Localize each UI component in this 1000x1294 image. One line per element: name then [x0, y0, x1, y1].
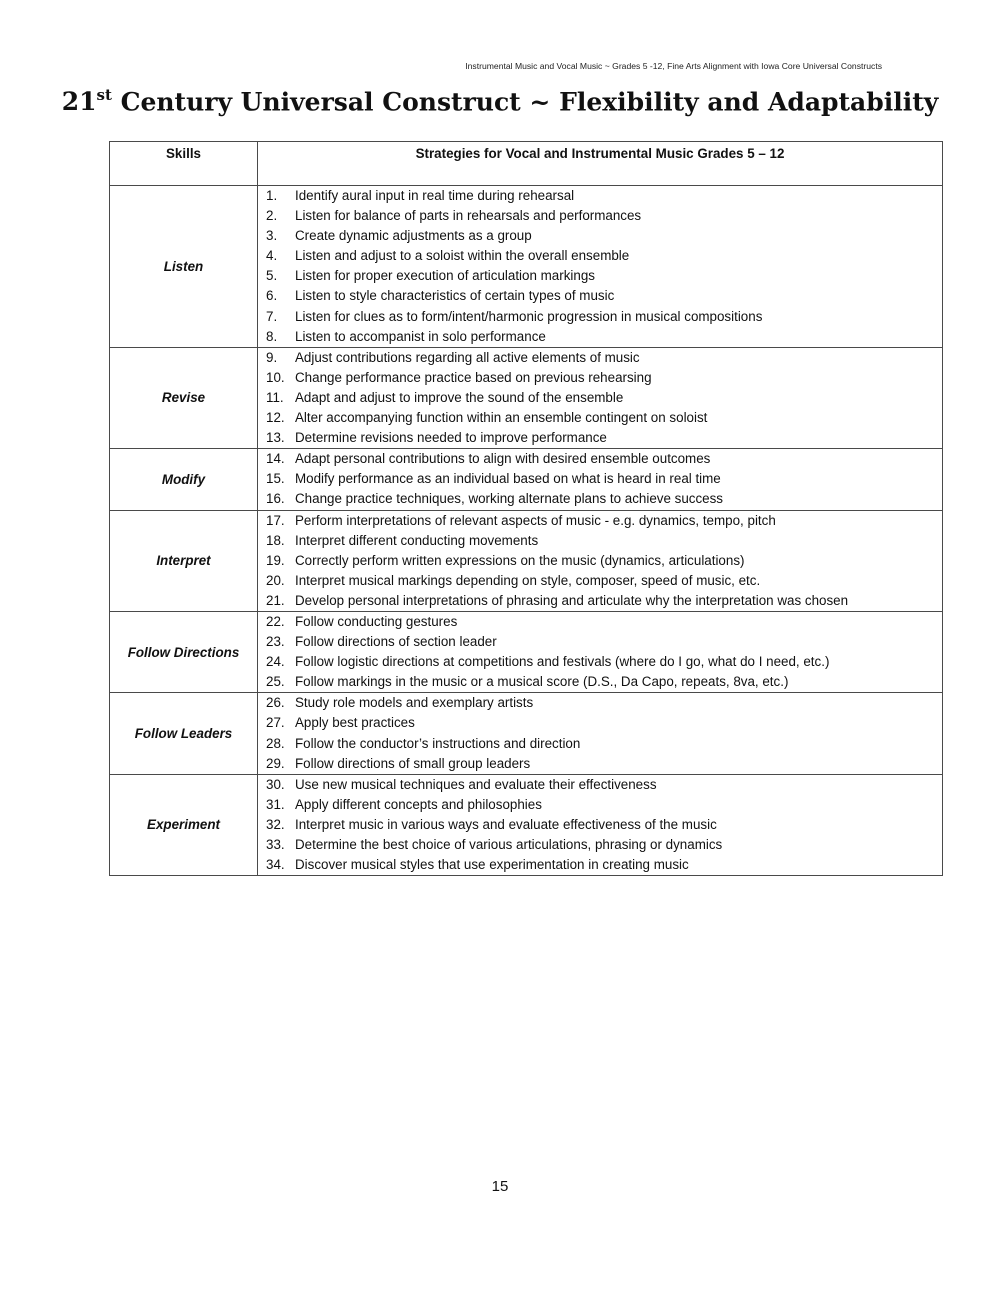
strategy-number: 23.	[266, 634, 285, 650]
list-item	[266, 266, 942, 286]
strategy-text: Change performance practice based on previous rehearsing	[295, 369, 652, 385]
strategy-text: Follow directions of small group leaders	[295, 755, 531, 771]
list-item	[266, 348, 942, 368]
strategy-list	[258, 612, 942, 692]
page-title	[0, 87, 1000, 116]
strategy-text: Alter accompanying function within an ensemble contingent on soloist	[295, 410, 708, 426]
list-item	[266, 795, 942, 815]
strategy-text: Discover musical styles that use experimentation in creating music	[295, 857, 689, 873]
strategy-cell	[258, 510, 943, 611]
list-item	[266, 551, 942, 571]
skill-cell: Experiment	[110, 774, 258, 875]
strategy-cell	[258, 449, 943, 510]
strategy-list	[258, 511, 942, 611]
strategy-number: 25.	[266, 674, 285, 690]
list-item	[266, 652, 942, 672]
list-item	[266, 612, 942, 632]
strategy-text: Correctly perform written expressions on the music (dynamics, articulations)	[295, 552, 745, 568]
list-item	[266, 368, 942, 388]
strategy-number: 10.	[266, 369, 285, 385]
list-item	[266, 449, 942, 469]
list-item	[266, 835, 942, 855]
strategy-number: 2.	[266, 208, 278, 224]
title-text: Century Universal Construct ~ Flexibility and Adaptability	[111, 87, 939, 117]
strategy-text: Listen and adjust to a soloist within the overall ensemble	[295, 248, 630, 264]
strategy-text: Create dynamic adjustments as a group	[295, 228, 532, 244]
strategy-number: 28.	[266, 735, 285, 751]
list-item	[266, 693, 942, 713]
strategy-text: Follow conducting gestures	[295, 613, 458, 629]
list-item	[266, 388, 942, 408]
page-number: 15	[491, 1178, 509, 1195]
strategy-text: Follow markings in the music or a musical score (D.S., Da Capo, repeats, 8va, etc.)	[295, 674, 789, 690]
table-row	[110, 774, 943, 875]
title-number: 21	[61, 87, 97, 117]
list-item	[266, 591, 942, 611]
strategy-list	[258, 449, 942, 509]
strategy-number: 22.	[266, 613, 285, 629]
strategy-number: 9.	[266, 349, 278, 365]
table-row	[110, 510, 943, 611]
table-row	[110, 186, 943, 348]
strategy-text: Determine the best choice of various articulations, phrasing or dynamics	[295, 837, 723, 852]
skill-cell: Follow Directions	[110, 611, 258, 692]
strategy-cell	[258, 347, 943, 448]
skills-column-header: Skills	[110, 142, 258, 186]
strategy-text: Adapt and adjust to improve the sound of the ensemble	[295, 389, 624, 405]
strategy-number: 18.	[266, 532, 285, 548]
list-item	[266, 754, 942, 774]
strategy-list	[258, 775, 942, 875]
strategy-list	[258, 186, 942, 347]
strategy-number: 16.	[266, 491, 285, 507]
strategy-number: 7.	[266, 308, 278, 324]
strategy-cell	[258, 186, 943, 348]
list-item	[266, 428, 942, 448]
strategy-number: 11.	[266, 389, 284, 405]
strategy-text: Interpret music in various ways and evaluate effectiveness of the music	[295, 816, 717, 832]
skill-cell: Interpret	[110, 510, 258, 611]
strategy-number: 13.	[266, 430, 285, 446]
strategy-text: Interpret different conducting movements	[295, 532, 539, 548]
strategy-number: 21.	[266, 592, 285, 608]
strategy-number: 27.	[266, 715, 285, 731]
strategy-number: 32.	[266, 816, 285, 832]
list-item	[266, 531, 942, 551]
strategy-number: 24.	[266, 654, 285, 670]
strategy-number: 12.	[266, 410, 285, 426]
table-row	[110, 347, 943, 448]
list-item	[266, 307, 942, 327]
strategy-text: Perform interpretations of relevant aspects of music - e.g. dynamics, tempo, pitch	[295, 512, 776, 528]
strategy-cell	[258, 774, 943, 875]
strategies-column-header: Strategies for Vocal and Instrumental Music Grades 5 – 12	[258, 142, 943, 186]
list-item	[266, 469, 942, 489]
strategy-number: 5.	[266, 268, 278, 284]
strategy-list	[258, 348, 942, 448]
list-item	[266, 408, 942, 428]
list-item	[266, 206, 942, 226]
strategy-text: Use new musical techniques and evaluate their effectiveness	[295, 776, 657, 792]
table-row	[110, 693, 943, 774]
list-item	[266, 713, 942, 733]
list-item	[266, 226, 942, 246]
running-header: Instrumental Music and Vocal Music ~ Grades 5 -12, Fine Arts Alignment with Iowa Core Universal Constructs	[465, 61, 882, 71]
strategy-number: 4.	[266, 248, 278, 264]
strategy-number: 15.	[266, 471, 285, 487]
table-body	[110, 186, 943, 876]
strategy-text: Listen to style characteristics of certain types of music	[295, 288, 615, 304]
list-item	[266, 186, 942, 206]
list-item	[266, 286, 942, 306]
strategy-number: 31.	[266, 796, 285, 812]
list-item	[266, 511, 942, 531]
strategy-text: Follow logistic directions at competitions and festivals (where do I go, what do I need, etc.)	[295, 654, 830, 670]
strategy-text: Follow directions of section leader	[295, 634, 497, 650]
strategy-list	[258, 693, 942, 773]
strategy-cell	[258, 693, 943, 774]
strategy-number: 17.	[266, 512, 285, 528]
table-header-row	[110, 142, 943, 186]
strategy-number: 6.	[266, 288, 278, 304]
strategy-number: 20.	[266, 572, 285, 588]
title-ordinal	[62, 87, 112, 116]
list-item	[266, 855, 942, 875]
strategy-text: Listen for proper execution of articulation markings	[295, 268, 595, 284]
strategy-number: 14.	[266, 451, 285, 467]
strategy-number: 29.	[266, 755, 285, 771]
strategy-text: Follow the conductor’s instructions and direction	[295, 735, 581, 751]
strategy-number: 26.	[266, 695, 285, 711]
strategy-text: Determine revisions needed to improve performance	[295, 430, 607, 446]
skill-cell: Modify	[110, 449, 258, 510]
strategy-text: Study role models and exemplary artists	[295, 695, 534, 711]
strategy-text: Develop personal interpretations of phrasing and articulate why the interpretation was chosen	[295, 592, 849, 608]
strategy-text: Interpret musical markings depending on style, composer, speed of music, etc.	[295, 572, 761, 588]
strategy-number: 30.	[266, 776, 285, 792]
strategy-text: Adapt personal contributions to align with desired ensemble outcomes	[295, 451, 711, 467]
skill-cell: Follow Leaders	[110, 693, 258, 774]
list-item	[266, 734, 942, 754]
strategy-text: Listen to accompanist in solo performance	[295, 328, 546, 344]
strategy-number: 19.	[266, 552, 285, 568]
list-item	[266, 672, 942, 692]
strategy-number: 33.	[266, 837, 285, 852]
list-item	[266, 571, 942, 591]
strategy-number: 3.	[266, 228, 278, 244]
strategy-text: Apply best practices	[295, 715, 415, 731]
list-item	[266, 775, 942, 795]
list-item	[266, 489, 942, 509]
list-item	[266, 632, 942, 652]
strategy-cell	[258, 611, 943, 692]
strategy-number: 1.	[266, 188, 278, 203]
skill-cell: Revise	[110, 347, 258, 448]
title-superscript: st	[96, 86, 112, 104]
table-row	[110, 611, 943, 692]
table-row	[110, 449, 943, 510]
strategy-text: Adjust contributions regarding all active elements of music	[295, 349, 640, 365]
strategy-text: Modify performance as an individual based on what is heard in real time	[295, 471, 721, 487]
strategy-text: Listen for clues as to form/intent/harmonic progression in musical compositions	[295, 308, 763, 324]
skills-strategies-table	[109, 141, 943, 876]
skill-cell: Listen	[110, 186, 258, 348]
strategy-text: Identify aural input in real time during rehearsal	[295, 188, 575, 203]
strategy-text: Apply different concepts and philosophies	[295, 796, 542, 812]
strategy-text: Change practice techniques, working alternate plans to achieve success	[295, 491, 724, 507]
list-item	[266, 327, 942, 347]
strategy-number: 8.	[266, 328, 278, 344]
strategy-number: 34.	[266, 857, 285, 873]
strategy-text: Listen for balance of parts in rehearsals and performances	[295, 208, 642, 224]
list-item	[266, 815, 942, 835]
list-item	[266, 246, 942, 266]
